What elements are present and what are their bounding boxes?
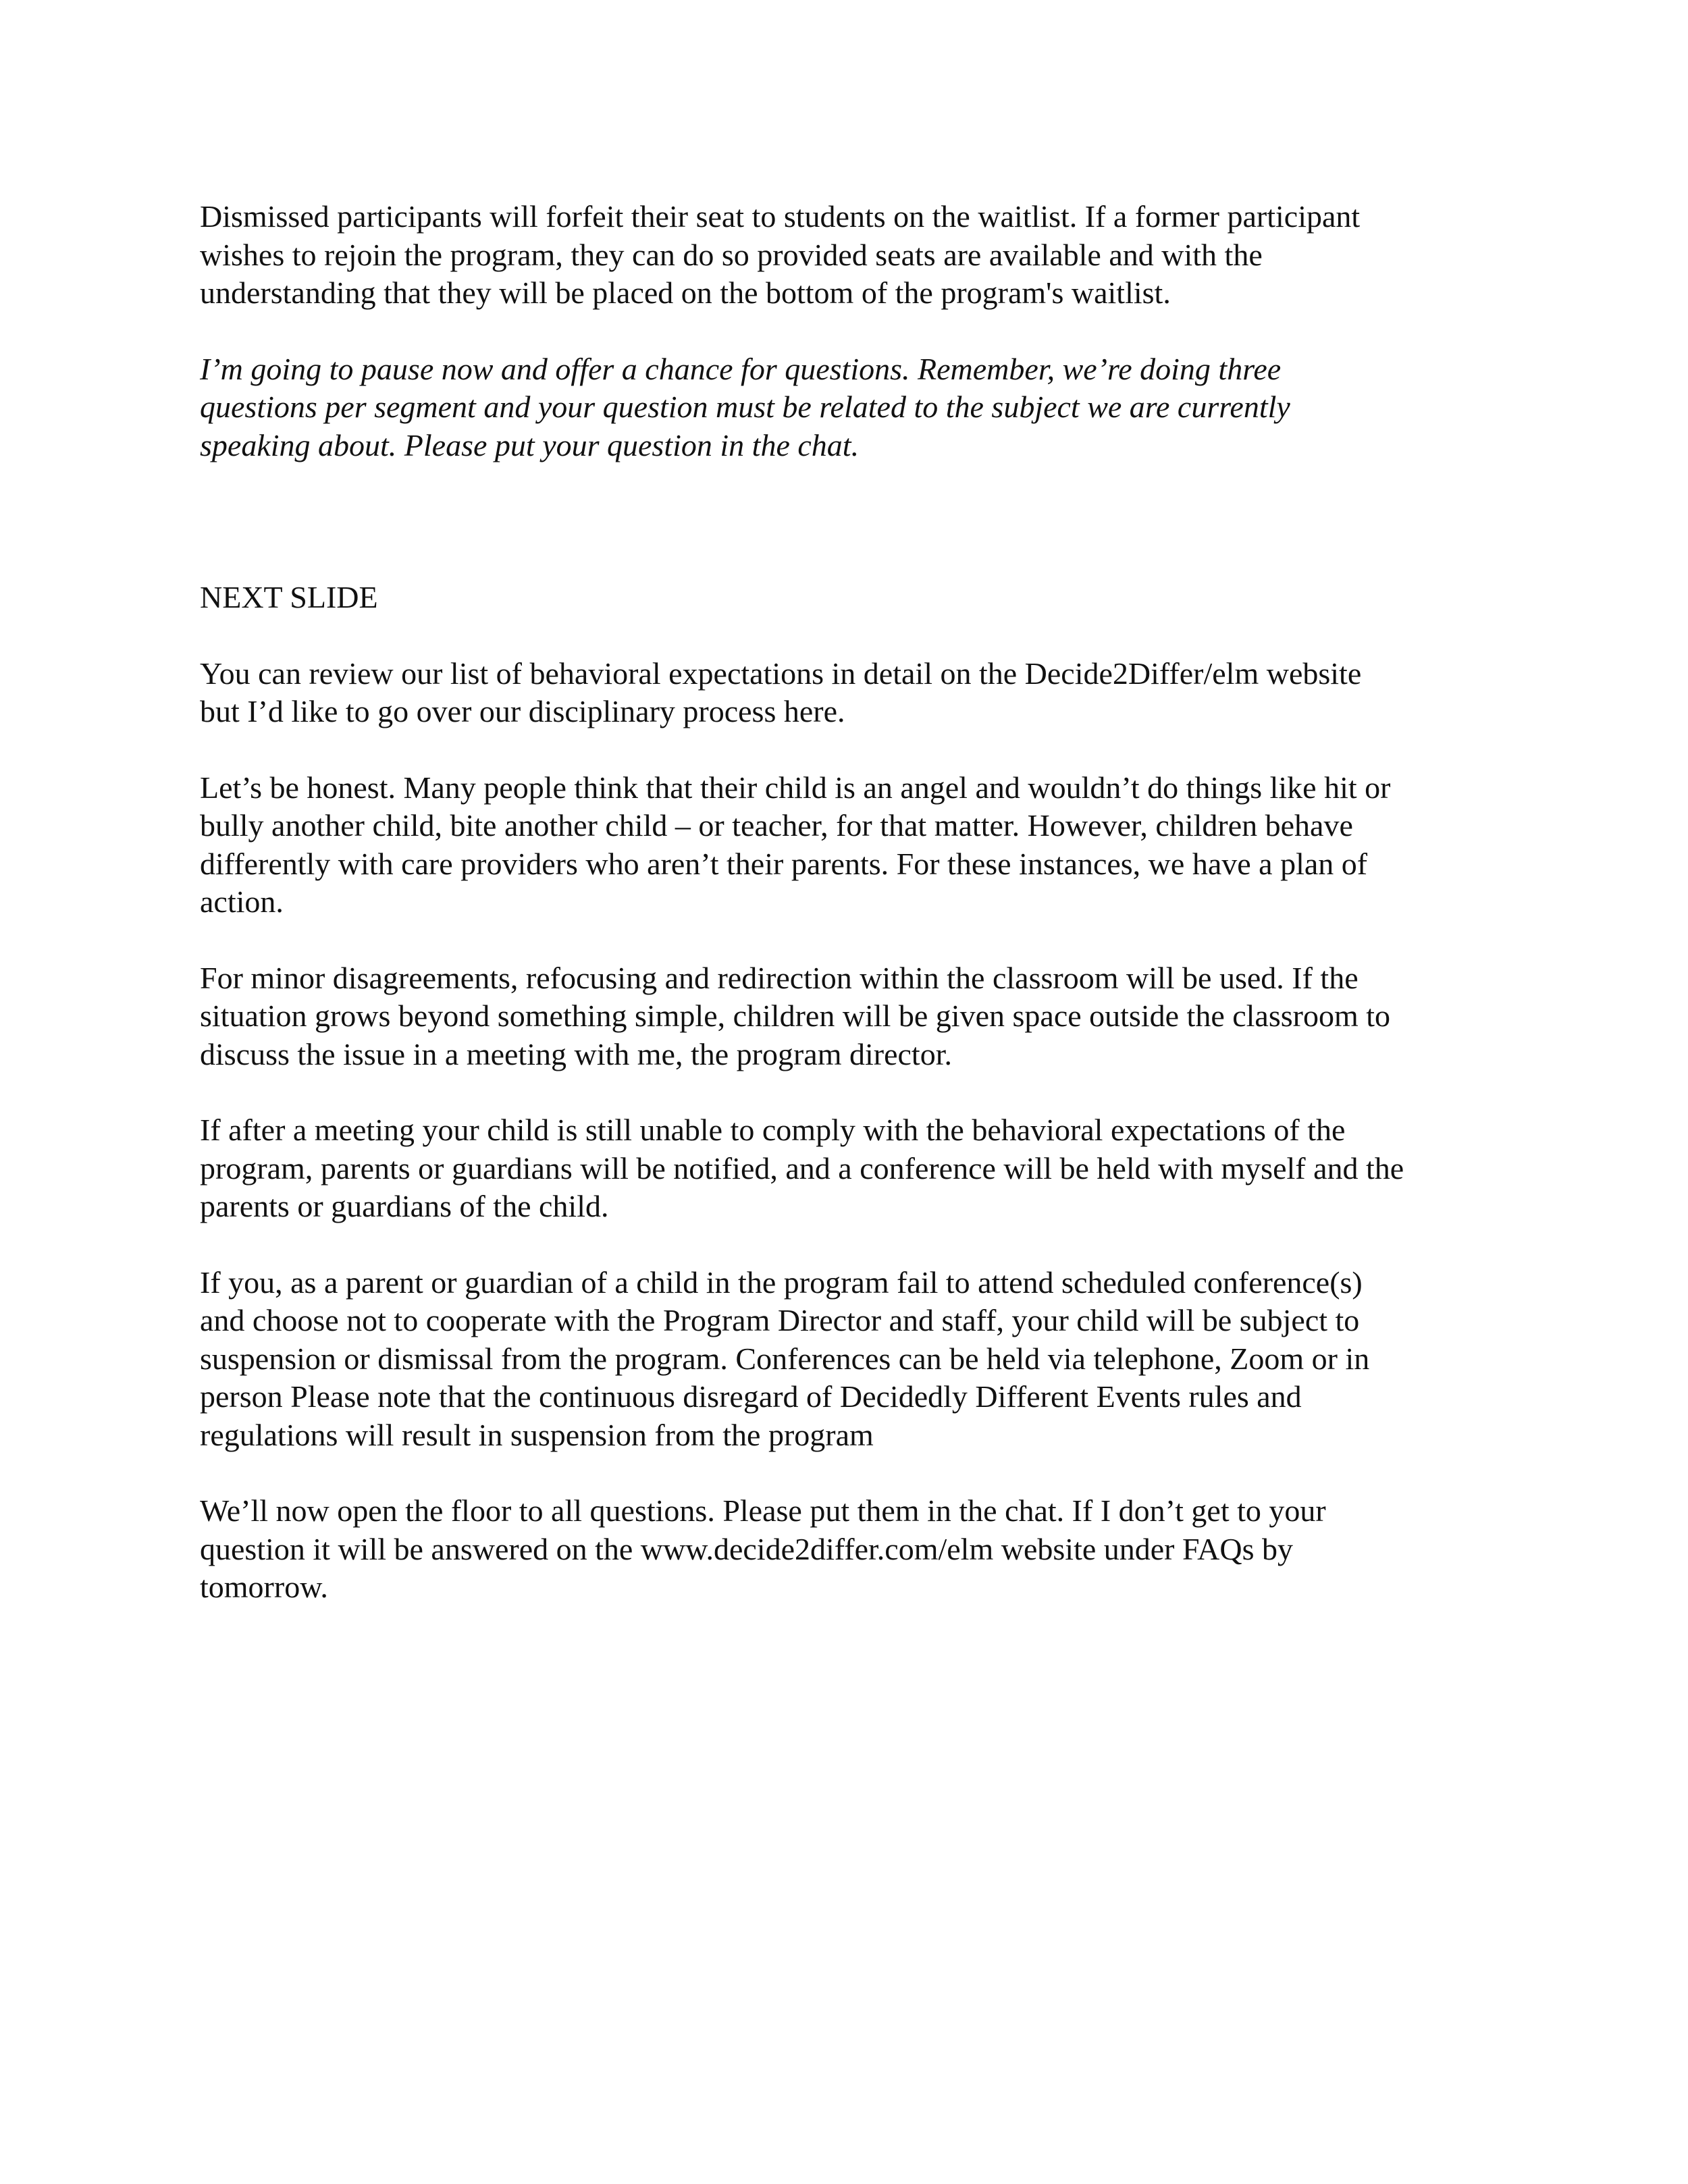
- paragraph-minor-disagreements: For minor disagreements, refocusing and redirection within the classroom will be used. If the situation grows beyond something simple, children will be given space outside the classroom to discuss the issue in a meeting with me, the program director.: [200, 960, 1391, 1071]
- document-body: [200, 198, 1510, 1607]
- next-slide-heading: NEXT SLIDE: [200, 580, 378, 614]
- paragraph-open-floor: We’ll now open the floor to all questions. Please put them in the chat. If I don’t get to your question it will be answered on the www.decide2differ.com/elm website under FAQs by tomorrow.: [200, 1493, 1326, 1604]
- paragraph-behavioral-expectations: You can review our list of behavioral expectations in detail on the Decide2Differ/elm website but I’d like to go over our disciplinary process here.: [200, 656, 1362, 728]
- paragraph-dismissal: Dismissed participants will forfeit their seat to students on the waitlist. If a former participant wishes to rejoin the program, they can do so provided seats are available and with the understanding that they will be placed on the bottom of the program's waitlist.: [200, 199, 1361, 310]
- paragraph-after-meeting: If after a meeting your child is still unable to comply with the behavioral expectations of the program, parents or guardians will be notified, and a conference will be held with myself and the parents or guardians of the child.: [200, 1113, 1404, 1223]
- paragraph-pause-questions: I’m going to pause now and offer a chance for questions. Remember, we’re doing three questions per segment and your question must be related to the subject we are currently speaking about. Please put your question in the chat.: [200, 351, 1290, 462]
- paragraph-lets-be-honest: Let’s be honest. Many people think that their child is an angel and wouldn’t do things like hit or bully another child, bite another child – or teacher, for that matter. However, children behave differently with care providers who aren’t their parents. For these instances, we have a plan of action.: [200, 770, 1391, 919]
- paragraph-conferences: If you, as a parent or guardian of a child in the program fail to attend scheduled conference(s) and choose not to cooperate with the Program Director and staff, your child will be subject to suspension or dismissal from the program. Conferences can be held via telephone, Zoom or in person Please note that the continuous disregard of Decidedly Different Events rules and regulations will result in suspension from the program: [200, 1264, 1370, 1452]
